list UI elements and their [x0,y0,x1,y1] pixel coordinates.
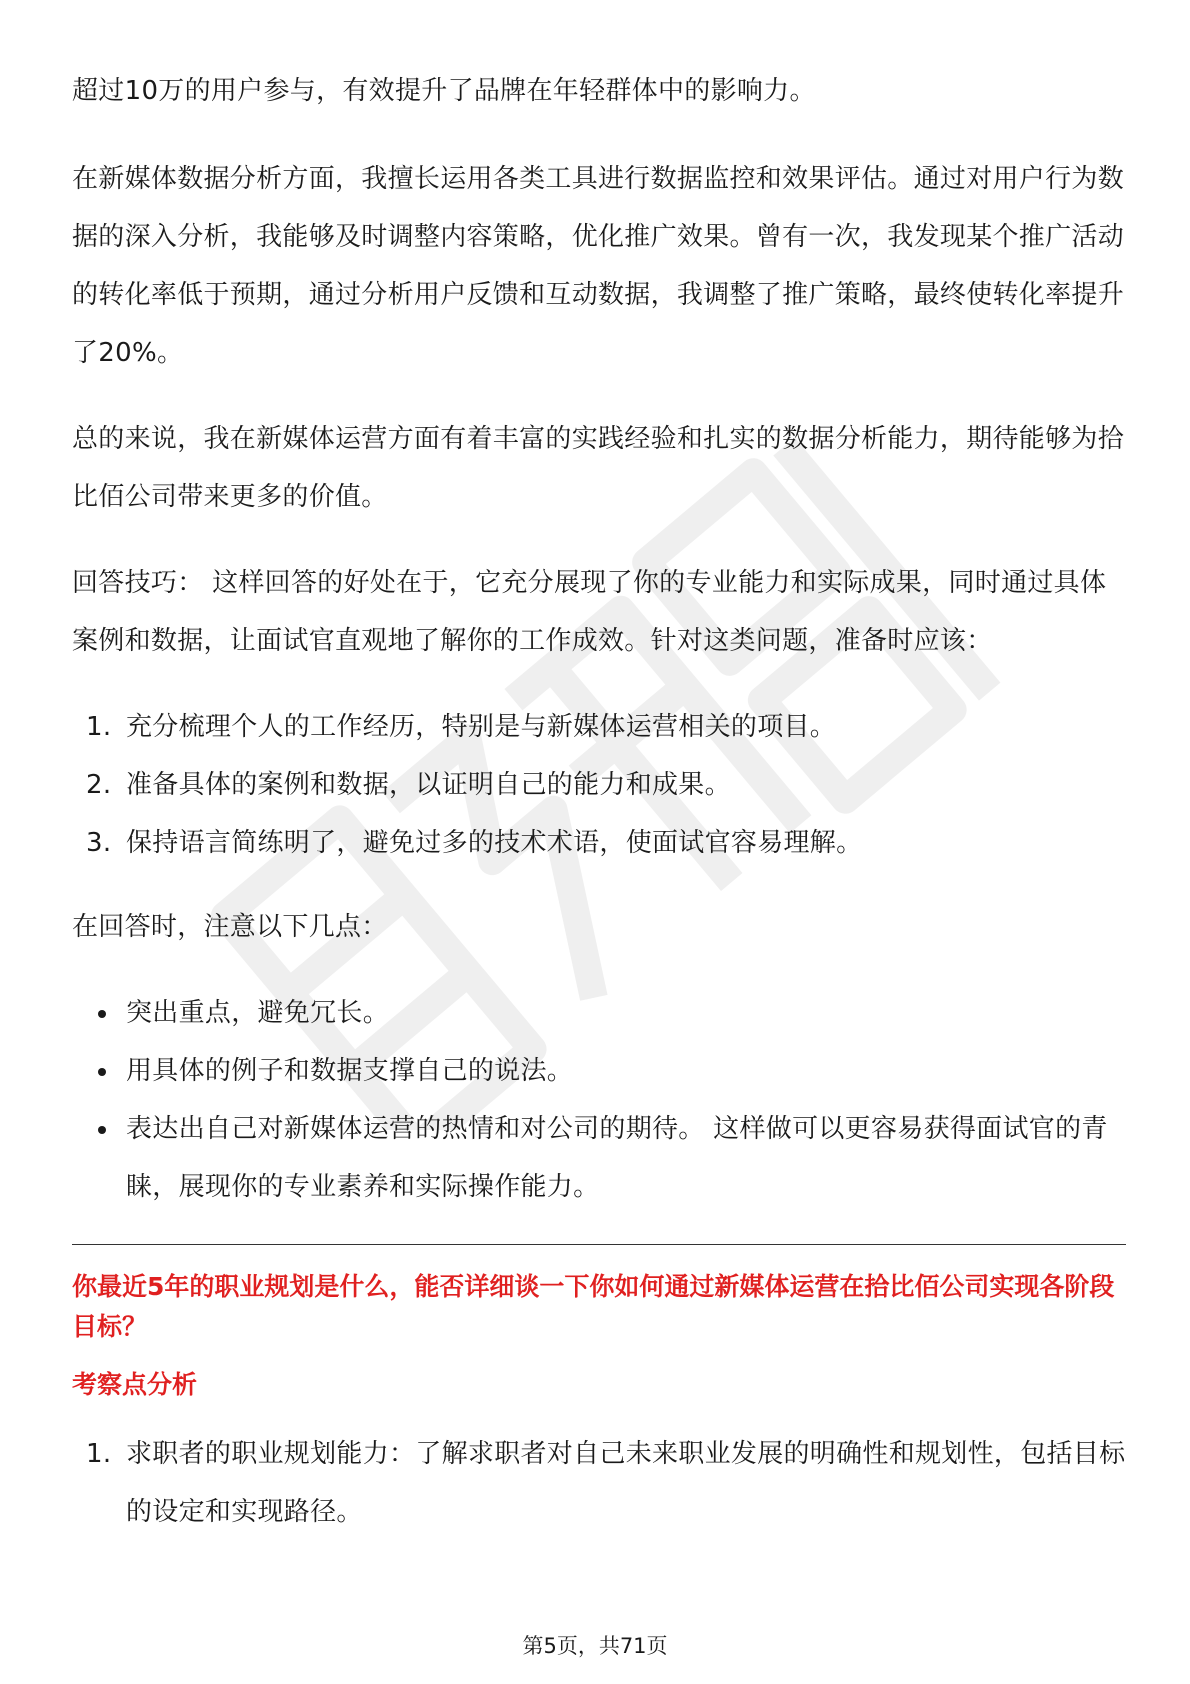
paragraph-answer-tips: 回答技巧： 这样回答的好处在于，它充分展现了你的专业能力和实际成果，同时通过具体案例和数据，让面试官直观地了解你的工作成效。针对这类问题，准备时应该： [72,568,1107,656]
list-item-text: 用具体的例子和数据支撑自己的说法。 [126,1056,574,1086]
list-number: 1. [86,1439,112,1469]
paragraph-data-analysis: 在新媒体数据分析方面，我擅长运用各类工具进行数据监控和效果评估。通过对用户行为数据的深入分析，我能够及时调整内容策略，优化推广效果。曾有一次，我发现某个推广活动的转化率低于预期，通过分析用户反馈和互动数据，我调整了推广策略，最终使转化率提升了20%。 [72,164,1125,368]
list-item-text: 求职者的职业规划能力：了解求职者对自己未来职业发展的明确性和规划性，包括目标的设定和实现路径。 [126,1439,1126,1527]
list-item-text: 充分梳理个人的工作经历，特别是与新媒体运营相关的项目。 [126,712,837,742]
bullet-icon [98,1068,106,1076]
paragraph-user-participation: 超过10万的用户参与，有效提升了品牌在年轻群体中的影响力。 [72,76,816,106]
list-item [72,984,1126,1042]
list-item-text: 突出重点，避免冗长。 [126,998,390,1028]
list-item [72,1100,1126,1216]
section-divider [72,1244,1126,1245]
list-item [72,756,1126,814]
document-page [72,62,1126,1541]
list-number: 3. [86,828,112,858]
list-number: 2. [86,770,112,800]
analysis-numbered-list [72,1425,1126,1541]
paragraph-summary: 总的来说，我在新媒体运营方面有着丰富的实践经验和扎实的数据分析能力，期待能够为拾比佰公司带来更多的价值。 [72,424,1125,512]
list-item-text: 表达出自己对新媒体运营的热情和对公司的期待。 这样做可以更容易获得面试官的青睐，展现你的专业素养和实际操作能力。 [126,1114,1108,1202]
list-item [72,1042,1126,1100]
list-item [72,698,1126,756]
list-item [72,1425,1126,1541]
bullet-icon [98,1126,106,1134]
list-item-text: 准备具体的案例和数据，以证明自己的能力和成果。 [126,770,731,800]
page-footer: 第5页，共71页 [522,1634,668,1658]
interview-question-heading: 你最近5年的职业规划是什么，能否详细谈一下你如何通过新媒体运营在拾比佰公司实现各阶段目标？ [72,1272,1115,1341]
list-item [72,814,1126,872]
bullet-icon [98,1010,106,1018]
list-item-text: 保持语言简练明了，避免过多的技术术语，使面试官容易理解。 [126,828,863,858]
analysis-heading: 考察点分析 [72,1370,198,1399]
tips-bullet-list [72,984,1126,1216]
paragraph-notes-intro: 在回答时，注意以下几点： [72,912,388,942]
prep-numbered-list [72,698,1126,872]
list-number: 1. [86,712,112,742]
